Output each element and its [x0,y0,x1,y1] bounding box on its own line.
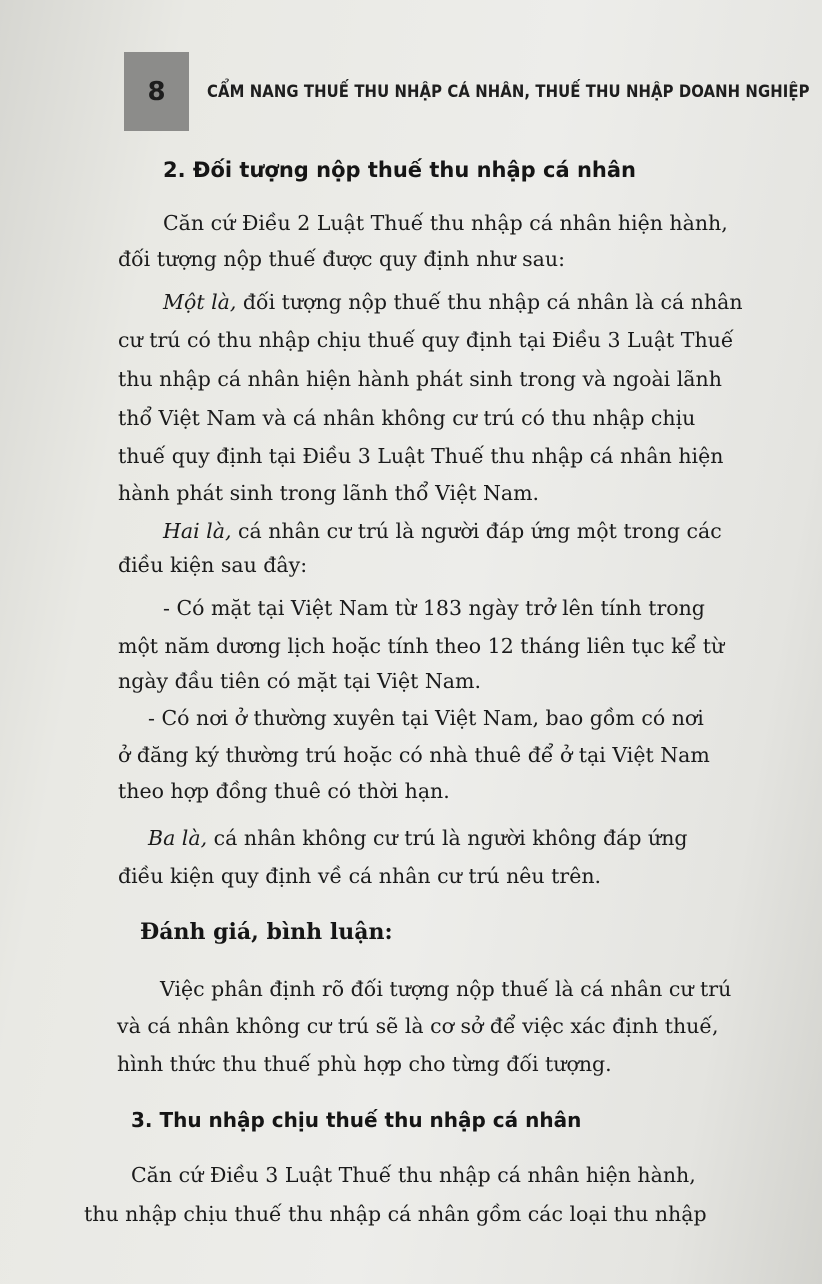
paragraph-line: - Có mặt tại Việt Nam từ 183 ngày trở lên tính trong [163,596,705,620]
paragraph-line: điều kiện quy định về cá nhân cư trú nêu trên. [118,864,602,888]
paragraph-line: thuế quy định tại Điều 3 Luật Thuế thu nhập cá nhân hiện [118,444,724,468]
paragraph-line: và cá nhân không cư trú sẽ là cơ sở để việc xác định thuế, [117,1014,719,1038]
paragraph-line: Căn cứ Điều 2 Luật Thuế thu nhập cá nhân hiện hành, [163,211,728,235]
lead-in: Hai là, [163,519,232,543]
paragraph-line: - Có nơi ở thường xuyên tại Việt Nam, bao gồm có nơi [148,706,704,730]
paragraph-line [163,519,722,543]
paragraph-line: thổ Việt Nam và cá nhân không cư trú có thu nhập chịu [118,406,696,430]
paragraph-line: một năm dương lịch hoặc tính theo 12 tháng liên tục kể từ [118,634,725,658]
paragraph-line: thu nhập cá nhân hiện hành phát sinh trong và ngoài lãnh [118,367,722,391]
paragraph-line: hành phát sinh trong lãnh thổ Việt Nam. [118,481,540,505]
paragraph-line: Việc phân định rõ đối tượng nộp thuế là cá nhân cư trú [160,977,732,1001]
section-2-heading: 2. Đối tượng nộp thuế thu nhập cá nhân [163,158,636,182]
paragraph-line: điều kiện sau đây: [118,553,308,577]
paragraph-line: ở đăng ký thường trú hoặc có nhà thuê để ở tại Việt Nam [118,743,710,767]
lead-in: Ba là, [148,826,208,850]
paragraph-line: theo hợp đồng thuê có thời hạn. [118,779,450,803]
page-number-box [124,52,189,131]
paragraph-line: Căn cứ Điều 3 Luật Thuế thu nhập cá nhân hiện hành, [131,1163,696,1187]
section-3-heading: 3. Thu nhập chịu thuế thu nhập cá nhân [131,1108,582,1132]
paragraph-text: đối tượng nộp thuế thu nhập cá nhân là cá nhân [242,290,743,314]
paragraph-line: thu nhập chịu thuế thu nhập cá nhân gồm các loại thu nhập [84,1202,707,1226]
paragraph-line [148,826,688,850]
paragraph-line: hình thức thu thuế phù hợp cho từng đối tượng. [117,1052,612,1076]
paragraph-line: đối tượng nộp thuế được quy định như sau: [118,247,565,271]
paragraph-line: cư trú có thu nhập chịu thuế quy định tại Điều 3 Luật Thuế [118,328,734,352]
paragraph-text: cá nhân không cư trú là người không đáp ứng [213,826,688,850]
paragraph-text: cá nhân cư trú là người đáp ứng một trong các [238,519,722,543]
running-header: CẨM NANG THUẾ THU NHẬP CÁ NHÂN, THUẾ THU NHẬP DOANH NGHIỆP [207,82,810,101]
lead-in: Một là, [163,290,237,314]
page-number: 8 [147,76,166,107]
review-heading: Đánh giá, bình luận: [140,919,393,945]
paragraph-line [163,290,743,314]
paragraph-line: ngày đầu tiên có mặt tại Việt Nam. [118,669,481,693]
